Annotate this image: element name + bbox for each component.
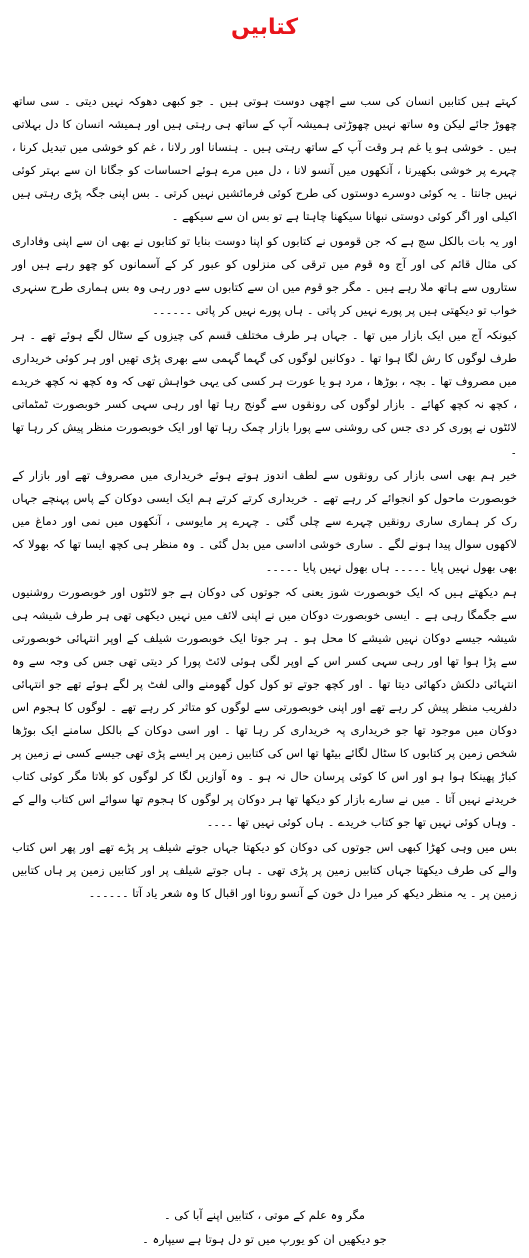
paragraph-3: کیونکہ آج میں ایک بازار میں تھا ۔ جہاں ہر طرف مختلف قسم کی چیزوں کے سٹال لگے ہوئے تھے ۔ ہر طرف لوگوں کا رش لگا ہوا تھا ۔ دوکانیں لوگوں کی گہما گہمی سے بھری پڑی تھیں اور ہر کوئی خریداری میں مصروف تھا ۔ بچہ ، بوڑھا ، مرد ہو یا عورت ہر کسی کی یہی خواہش تھی کہ وہ کچھ نہ کچھ خریدے ، کچھ نہ کچھ کھائے ۔ بازار لوگوں کی رونقوں سے گونج رہا تھا اور رہی سہی کسر خوبصورت ٹمٹماتی لائٹوں نے پوری کر دی جس کی روشنی سے پورا بازار چمک رہا تھا اور ایک خوبصورت منظر پیش کر رہا تھا ۔ (12, 328, 517, 457)
paragraph-1: کہتے ہیں کتابیں انسان کی سب سے اچھی دوست ہوتی ہیں ۔ جو کبھی دھوکہ نہیں دیتی ۔ سی ساتھ چھوڑ جائے لیکن وہ ساتھ نہیں چھوڑتی ہمیشہ آپ کے ساتھ ہی رہتی ہیں اور ہمیشہ انسان کا دل بہلاتی ہیں ۔ خوشی ہو یا غم ہر وقت آپ کے ساتھ رہتی ہیں ۔ ہنسانا اور رلانا ، غم کو خوشی میں تبدیل کرنا ، چہرے پر خوشی بکھیرنا ، آنکھوں میں آنسو لانا ، دل میں مرے ہوئے احساسات کو جگانا ان سے بہتر کوئی نہیں جانتا ۔ یہ کوئی دوسرے دوستوں کی طرح کوئی فرمائشیں نہیں کرتی ۔ بس اپنی جگہ پڑی رہتی ہیں اکیلی اور اگر کوئی دوستی نبھانا سیکھنا چاہتا ہے تو بس ان سے سیکھے ۔ (12, 94, 517, 223)
paragraph-2: اور یہ بات بالکل سچ ہے کہ جن قوموں نے کتابوں کو اپنا دوست بنایا تو کتابوں نے بھی ان سے اپنی وفاداری کی مثال قائم کی اور آج وہ قوم میں ترقی کی منزلوں کو عبور کر کے آسمانوں کو چھو رہے ہیں اور ستاروں سے ہاتھ ملا رہے ہیں ۔ مگر جو قوم میں ان سے کتابوں سے دور رہی وہ بس ہماری طرح سنہری خواب تو دیکھتی ہیں پر پورے نہیں کر پاتی ۔ ہاں پورے نہیں کر پاتی ۔۔۔۔۔۔ (12, 234, 517, 317)
verse-line-2: جو دیکھیں ان کو یورپ میں تو دل ہوتا ہے سیپارہ ۔ (142, 1232, 387, 1246)
article-body (12, 90, 517, 907)
paragraph-6: بس میں وہی کھڑا کبھی اس جوتوں کی دوکان کو دیکھتا جہاں جوتے شیلف پر پڑے تھے اور پھر اس کتاب والے کی طرف دیکھتا جہاں کتابیں زمین پر پڑی تھی ۔ ہاں جوتے شیلف پر اور کتابیں زمین پر ہاں کتابیں زمین پر ۔ یہ منظر دیکھ کر میرا دل خون کے آنسو رونا اور اقبال کا وہ شعر یاد آتا ۔۔۔۔۔۔ (12, 840, 517, 900)
verse-line-1: مگر وہ علم کے موتی ، کتابیں اپنے آبا کی ۔ (163, 1208, 366, 1222)
paragraph-5: ہم دیکھتے ہیں کہ ایک خوبصورت شوز یعنی کہ جوتوں کی دوکان ہے جو لائٹوں اور خوبصورت روشنیوں سے جگمگا رہی ہے ۔ ایسی خوبصورت دوکان میں نے اپنی لائف میں نہیں دیکھی تھی ہر طرف شیشہ ہی شیشہ جیسے دوکان نہیں شیشے کا محل ہو ۔ ہر جوتا ایک خوبصورت شیلف کے اوپر انتہائی خوبصورتی سے پڑا ہوا تھا اور رہی سہی کسر اس کے اوپر لگی ہوئی لائٹ پورا کر دیتی تھی جس کی وجہ سے وہ انتہائی دلکش دکھائی دیتا تھا ۔ اور کچھ جوتے تو کول کول گھومنے والی لفٹ پر لگے ہوئے تھے جو انتہائی دلفریب منظر پیش کر رہے تھے اور اپنی خوبصورتی سے لوگوں کو متاثر کر رہے تھے ۔ لوگوں کا ہجوم اس دوکان میں موجود تھا جو خریداری پہ خریداری کر رہا تھا ۔ اور اسی دوکان کے بالکل سامنے ایک بوڑھا شخص زمین پر کتابوں کا سٹال لگائے بیٹھا تھا اس کی کتابیں زمین پر ایسے پڑی تھی جیسے کسی نے زمین پر کباڑ پھینکا ہوا ہو اور اس کا کوئی پرسان حال نہ ہو ۔ وہ آوازیں لگا کر لوگوں کو بلاتا مگر کوئی کتاب خریدنے نہیں آتا ۔ میں نے سارے بازار کو دیکھا تھا ہر دوکان پر لوگوں کا ہجوم تھا سوائے اس کتاب والے کے ۔ وہاں کوئی نہیں تھا جو کتاب خریدے ۔ ہاں کوئی نہیں تھا ۔۔۔۔ (12, 585, 517, 829)
paragraph-4: خیر ہم بھی اسی بازار کی رونقوں سے لطف اندوز ہوتے ہوئے خریداری میں مصروف تھے اور بازار کے خوبصورت ماحول کو انجوائے کر رہے تھے ۔ خریداری کرتے کرتے ہم ایک ایسی دوکان کے پاس پہنچے جہاں رک کر ہماری ساری رونقیں چہرے سے چلی گئی ۔ چہرے پر مایوسی ، آنکھوں میں نمی اور دماغ میں لاکھوں سوال پیدا ہونے لگے ۔ ساری خوشی اداسی میں بدل گئی ۔ وہ منظر ہی کچھ ایسا تھا کہ بھولا کہ بھی بھول نہیں پایا ۔۔۔۔۔ ہاں بھول نہیں پایا ۔۔۔۔۔ (12, 468, 517, 574)
page-title: کتابیں (230, 15, 299, 40)
